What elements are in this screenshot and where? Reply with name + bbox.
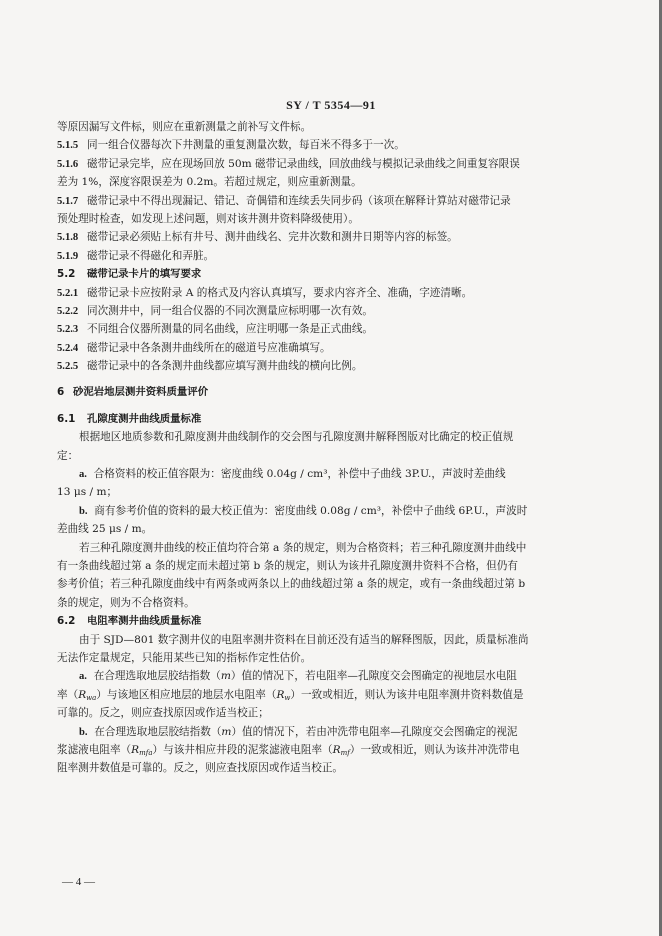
clause-5-2-2 <box>57 302 583 320</box>
clause-text: 不同组合仪器所测量的同名曲线，应注明哪一条是正式曲线。 <box>87 323 374 336</box>
clause-5-2-1 <box>57 284 583 302</box>
page-body <box>57 118 583 778</box>
section-number: 6 <box>57 386 65 399</box>
text-line: 参考价值；若三种孔隙度曲线中有两条或两条以上的曲线超过第 a 条的规定，或有一条曲线超过第 b <box>57 578 526 591</box>
clause-number: 5.1.7 <box>57 195 79 207</box>
clause-number: 5.1.9 <box>57 250 79 262</box>
section-title: 孔隙度测井曲线质量标准 <box>87 412 202 425</box>
item-b-resistivity <box>57 723 583 741</box>
item-text: 在合理选取地层胶结指数（ <box>93 670 221 683</box>
item-text: ）值的情况下，若由冲洗带电阻率—孔隙度交会图确定的视泥 <box>231 725 518 738</box>
clause-text: 磁带记录必须贴上标有井号、测井曲线名、完井次数和测井日期等内容的标签。 <box>87 231 458 244</box>
clause-number: 5.2.1 <box>57 287 79 299</box>
clause-number: 5.1.8 <box>57 232 79 244</box>
clause-text: 磁带记录卡应按附录 A 的格式及内容认真填写，要求内容齐全、准确，字迹清晰。 <box>87 286 473 299</box>
clause-number: 5.2.3 <box>57 324 79 336</box>
item-marker: b. <box>79 726 88 738</box>
item-a-resistivity <box>57 667 583 685</box>
section-title: 电阻率测井曲线质量标准 <box>87 615 202 628</box>
line-text: 浆滤液电阻率（ <box>57 743 132 756</box>
text-line: 定： <box>57 449 79 462</box>
clause-text: 同一组合仪器每次下井测量的重复测量次数，每百米不得多于一次。 <box>87 139 405 152</box>
text-line: 差为 1%，深度容限误差为 0.2m。若超过规定，则应重新测量。 <box>57 176 362 189</box>
line-text: ）与该地区相应地层的地层水电阻率（ <box>96 688 277 701</box>
section-number: 6.1 <box>57 412 76 425</box>
item-marker: a. <box>79 671 87 683</box>
symbol-m: m <box>221 725 232 738</box>
item-b-porosity <box>57 502 583 520</box>
text-line: 根据地区地质参数和孔隙度测井曲线制作的交会图与孔隙度测井解释图版对比确定的校正值规 <box>79 431 514 444</box>
text-line: 有一条曲线超过第 a 条的规定而未超过第 b 条的规定，则认为该井孔隙度测井资料不合格，但仍有 <box>57 559 518 572</box>
clause-number: 5.2.2 <box>57 305 79 317</box>
section-heading-6-1 <box>57 410 583 428</box>
symbol-rwa: R <box>78 688 87 701</box>
text-line <box>57 686 583 704</box>
item-text: 合格资料的校正值容限为：密度曲线 0.04g / cm³，补偿中子曲线 3P.U.，声波时差曲线 <box>93 468 506 481</box>
text-line: 预处理时检查，如发现上述问题，则对该井测井资料降级使用）。 <box>57 212 359 225</box>
clause-number: 5.1.6 <box>57 158 79 170</box>
section-title: 砂泥岩地层测井资料质量评价 <box>73 386 209 399</box>
symbol-rw: R <box>276 688 285 701</box>
section-heading-5-2 <box>57 265 583 283</box>
symbol-rmf: R <box>332 743 341 756</box>
clause-text: 磁带记录中不得出现漏记、错记、奇偶错和连续丢失同步码（该项在解释计算站对磁带记录 <box>87 194 511 207</box>
clause-text: 磁带记录中的各条测井曲线都应填写测井曲线的横向比例。 <box>87 360 363 373</box>
item-text: 商有参考价值的资料的最大校正值为：密度曲线 0.08g / cm³，补偿中子曲线 6P.U.，声波时 <box>94 504 528 517</box>
item-marker: a. <box>79 469 87 481</box>
text-line: 13 μs / m； <box>57 486 118 499</box>
clause-number: 5.1.5 <box>57 140 79 152</box>
line-text: ）与该井相应井段的泥浆滤液电阻率（ <box>152 743 333 756</box>
line-text: ）一致或相近，则认为该井冲洗带电 <box>349 743 520 756</box>
clause-5-1-9 <box>57 247 583 265</box>
item-text: 在合理选取地层胶结指数（ <box>94 725 222 738</box>
text-line: 由于 SJD—801 数字测井仪的电阻率测井资料在目前还没有适当的解释图版，因此，质量标准尚 <box>79 633 529 646</box>
symbol-subscript: mf <box>340 748 350 757</box>
symbol-subscript: mfa <box>139 748 153 757</box>
clause-number: 5.2.4 <box>57 342 79 354</box>
line-text: ）一致或相近，则认为该井电阻率测井资料数值是 <box>290 688 524 701</box>
text-line <box>57 741 583 759</box>
symbol-subscript: w <box>284 693 291 702</box>
page-number: — 4 — <box>62 876 95 888</box>
symbol-m: m <box>220 670 231 683</box>
clause-number: 5.2.5 <box>57 361 79 373</box>
item-text: ）值的情况下，若电阻率—孔隙度交会图确定的视地层水电阻 <box>230 670 517 683</box>
clause-5-2-5 <box>57 357 583 375</box>
spacer <box>57 375 583 383</box>
text-line: 可靠的。反之，则应查找原因或作适当校正； <box>57 707 269 720</box>
clause-text: 磁带记录中各条测井曲线所在的磁道号应准确填写。 <box>87 341 331 354</box>
clause-5-2-4 <box>57 339 583 357</box>
clause-text: 磁带记录完毕，应在现场回放 50m 磁带记录曲线，回放曲线与模拟记录曲线之间重复容限误 <box>87 157 520 170</box>
text-line: 若三种孔隙度测井曲线的校正值均符合第 a 条的规定，则为合格资料；若三种孔隙度测井曲线中 <box>79 541 527 554</box>
section-title: 磁带记录卡片的填写要求 <box>87 268 202 281</box>
text-line: 差曲线 25 μs / m。 <box>57 523 153 536</box>
section-number: 6.2 <box>57 615 76 628</box>
section-number: 5.2 <box>57 268 76 281</box>
clause-5-1-5 <box>57 136 583 154</box>
text-line: 阻率测井数值是可靠的。反之，则应查找原因或作适当校正。 <box>57 762 344 775</box>
line-text: 率（ <box>57 688 79 701</box>
text-line: 无法作定量规定，只能用某些已知的指标作定性估价。 <box>57 651 312 664</box>
clause-5-1-7 <box>57 192 583 210</box>
standard-code-header: SY / T 5354—91 <box>286 98 376 112</box>
text-line: 条的规定，则为不合格资料。 <box>57 596 195 609</box>
clause-text: 磁带记录不得磁化和弄脏。 <box>87 249 215 262</box>
clause-5-2-3 <box>57 320 583 338</box>
section-heading-6 <box>57 383 583 401</box>
spacer <box>57 402 583 410</box>
symbol-rmfa: R <box>131 743 140 756</box>
text-line: 等原因漏写文件标，则应在重新测量之前补写文件标。 <box>57 121 312 133</box>
item-marker: b. <box>79 505 88 517</box>
clause-5-1-6 <box>57 155 583 173</box>
section-heading-6-2 <box>57 612 583 630</box>
clause-text: 同次测井中，同一组合仪器的不同次测量应标明哪一次有效。 <box>87 304 374 317</box>
symbol-subscript: wa <box>86 693 97 702</box>
clause-5-1-8 <box>57 228 583 246</box>
item-a-porosity <box>57 465 583 483</box>
